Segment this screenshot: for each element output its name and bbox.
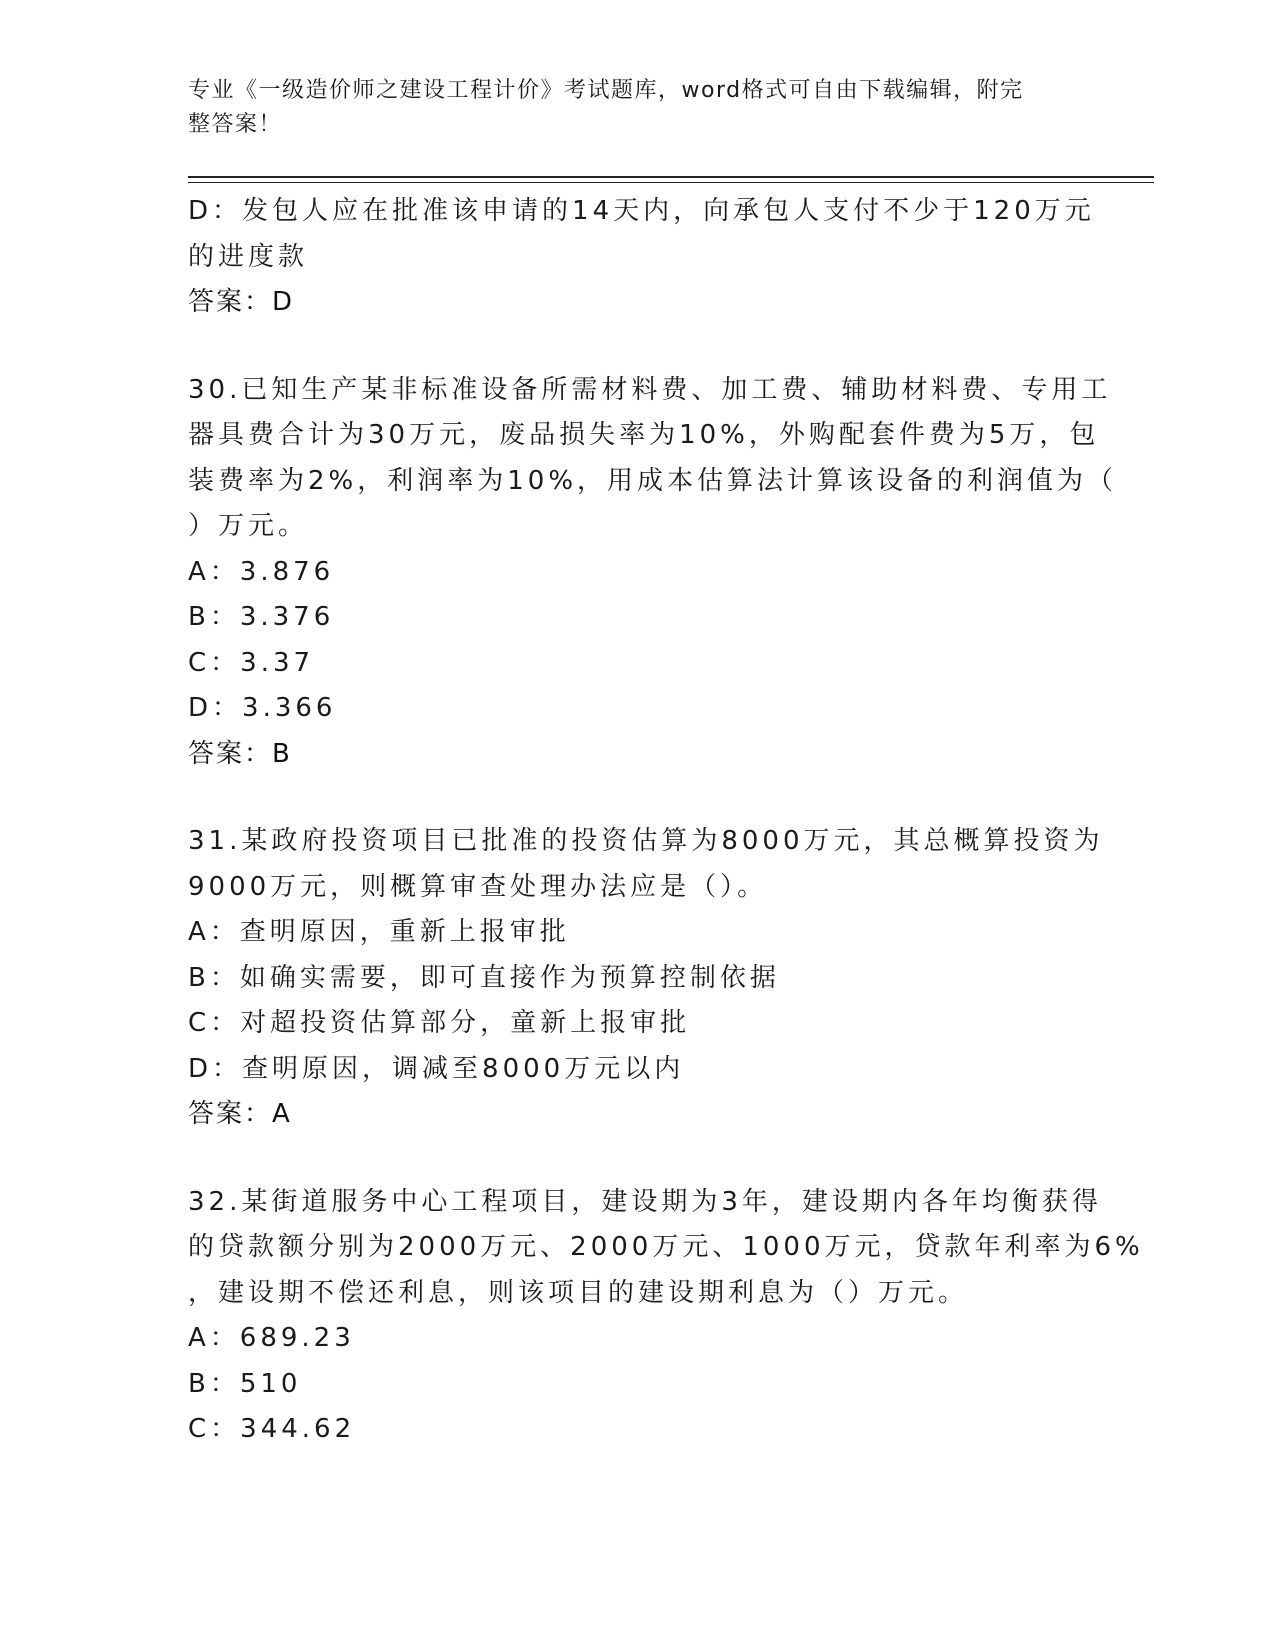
question-stem: 的贷款额分别为2000万元、2000万元、1000万元，贷款年利率为6%: [188, 1232, 1144, 1262]
option-a: A：查明原因，重新上报审批: [188, 917, 570, 947]
option-c: C：3.37: [188, 647, 315, 678]
header-line-2: 整答案！: [188, 112, 283, 137]
header-divider-thin: [188, 182, 1154, 183]
question-block-32: [188, 1180, 1144, 1453]
option-d: D：发包人应在批准该申请的14天内，向承包人支付不少于120万元: [188, 196, 1095, 226]
answer-label: 答案：A: [188, 1099, 292, 1129]
spacer: [188, 777, 1088, 819]
spacer: [188, 1138, 1088, 1180]
option-b: B：510: [188, 1368, 302, 1399]
question-stem: 31.某政府投资项目已批准的投资估算为8000万元，其总概算投资为: [188, 826, 1104, 856]
option-d-continued: 的进度款: [188, 241, 309, 272]
page-header: [188, 74, 1068, 142]
question-block-30: [188, 368, 1118, 778]
option-d: D：3.366: [188, 693, 337, 723]
option-d: D：查明原因，调减至8000万元以内: [188, 1053, 685, 1084]
answer-label: 答案：D: [188, 287, 295, 317]
question-block-previous: [188, 189, 1095, 326]
question-stem: 32.某街道服务中心工程项目，建设期为3年，建设期内各年均衡获得: [188, 1186, 1102, 1217]
question-stem: 装费率为2%，利润率为10%，用成本估算法计算该设备的利润值为（: [188, 465, 1118, 496]
option-c: C：344.62: [188, 1414, 356, 1444]
option-c: C：对超投资估算部分，童新上报审批: [188, 1008, 691, 1038]
header-divider-thick: [188, 176, 1154, 178]
answer-label: 答案：B: [188, 738, 292, 769]
option-a: A：689.23: [188, 1323, 355, 1353]
question-stem: ）万元。: [188, 511, 309, 541]
option-b: B：如确实需要，即可直接作为预算控制依据: [188, 962, 780, 993]
question-stem: 器具费合计为30万元，废品损失率为10%，外购配套件费为5万，包: [188, 420, 1100, 450]
question-stem: ，建设期不偿还利息，则该项目的建设期利息为（）万元。: [188, 1277, 969, 1308]
option-a: A：3.876: [188, 556, 335, 587]
header-line-1: 专业《一级造价师之建设工程计价》考试题库，word格式可自由下载编辑，附完: [188, 78, 1024, 103]
option-b: B：3.376: [188, 602, 335, 632]
document-body: [188, 189, 1144, 1453]
spacer: [188, 326, 1088, 368]
question-stem: 9000万元，则概算审查处理办法应是（）。: [188, 871, 768, 902]
question-stem: 30.已知生产某非标准设备所需材料费、加工费、辅助材料费、专用工: [188, 374, 1112, 405]
question-block-31: [188, 819, 1104, 1138]
